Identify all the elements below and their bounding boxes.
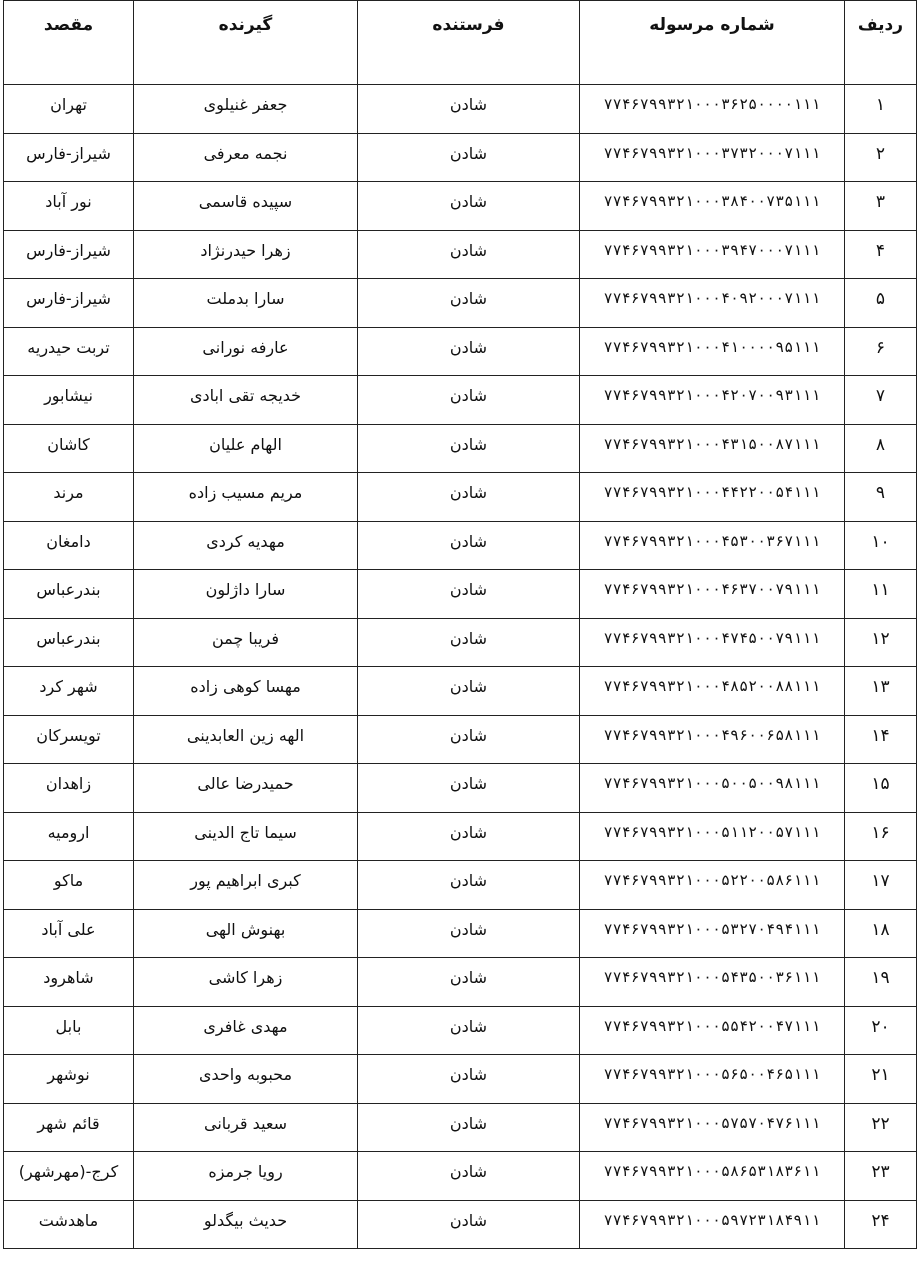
header-sender: فرستنده (358, 1, 580, 85)
sender-cell: شادن (358, 909, 580, 958)
shipment-table-container (3, 0, 916, 1249)
destination-cell: علی آباد (4, 909, 134, 958)
table-row (4, 182, 917, 231)
destination-cell: شاهرود (4, 958, 134, 1007)
destination-cell: بندرعباس (4, 570, 134, 619)
row-number-cell: ۱۱ (845, 570, 917, 619)
row-number-cell: ۱۸ (845, 909, 917, 958)
destination-cell: تویسرکان (4, 715, 134, 764)
destination-cell: شیراز-فارس (4, 133, 134, 182)
table-row (4, 618, 917, 667)
destination-cell: تهران (4, 85, 134, 134)
sender-cell: شادن (358, 376, 580, 425)
recipient-cell: مهدیه کردی (134, 521, 358, 570)
table-row (4, 1200, 917, 1249)
sender-cell: شادن (358, 327, 580, 376)
row-number-cell: ۲۴ (845, 1200, 917, 1249)
header-destination: مقصد (4, 1, 134, 85)
recipient-cell: رویا جرمزه (134, 1152, 358, 1201)
tracking-number-cell: ۷۷۴۶۷۹۹۳۲۱۰۰۰۵۴۳۵۰۰۳۶۱۱۱ (580, 958, 845, 1007)
recipient-cell: الهام علیان (134, 424, 358, 473)
table-row (4, 424, 917, 473)
recipient-cell: بهنوش الهی (134, 909, 358, 958)
recipient-cell: مریم مسیب زاده (134, 473, 358, 522)
destination-cell: قائم شهر (4, 1103, 134, 1152)
destination-cell: کرج-(مهرشهر) (4, 1152, 134, 1201)
row-number-cell: ۲۱ (845, 1055, 917, 1104)
sender-cell: شادن (358, 570, 580, 619)
tracking-number-cell: ۷۷۴۶۷۹۹۳۲۱۰۰۰۳۸۴۰۰۷۳۵۱۱۱ (580, 182, 845, 231)
destination-cell: شهر کرد (4, 667, 134, 716)
table-row (4, 279, 917, 328)
tracking-number-cell: ۷۷۴۶۷۹۹۳۲۱۰۰۰۵۰۰۵۰۰۹۸۱۱۱ (580, 764, 845, 813)
tracking-number-cell: ۷۷۴۶۷۹۹۳۲۱۰۰۰۳۷۳۲۰۰۰۷۱۱۱ (580, 133, 845, 182)
row-number-cell: ۷ (845, 376, 917, 425)
table-row (4, 133, 917, 182)
tracking-number-cell: ۷۷۴۶۷۹۹۳۲۱۰۰۰۵۸۶۵۳۱۸۳۶۱۱ (580, 1152, 845, 1201)
sender-cell: شادن (358, 1055, 580, 1104)
header-tracking-number: شماره مرسوله (580, 1, 845, 85)
row-number-cell: ۴ (845, 230, 917, 279)
header-row-number: ردیف (845, 1, 917, 85)
tracking-number-cell: ۷۷۴۶۷۹۹۳۲۱۰۰۰۵۹۷۲۳۱۸۴۹۱۱ (580, 1200, 845, 1249)
header-recipient: گیرنده (134, 1, 358, 85)
row-number-cell: ۲۳ (845, 1152, 917, 1201)
tracking-number-cell: ۷۷۴۶۷۹۹۳۲۱۰۰۰۴۰۹۲۰۰۰۷۱۱۱ (580, 279, 845, 328)
recipient-cell: عارفه نورانی (134, 327, 358, 376)
destination-cell: دامغان (4, 521, 134, 570)
tracking-number-cell: ۷۷۴۶۷۹۹۳۲۱۰۰۰۵۳۲۷۰۴۹۴۱۱۱ (580, 909, 845, 958)
recipient-cell: سیما تاج الدینی (134, 812, 358, 861)
row-number-cell: ۱۷ (845, 861, 917, 910)
recipient-cell: جعفر غنیلوی (134, 85, 358, 134)
table-row (4, 861, 917, 910)
row-number-cell: ۵ (845, 279, 917, 328)
table-row (4, 473, 917, 522)
sender-cell: شادن (358, 667, 580, 716)
recipient-cell: حدیث بیگدلو (134, 1200, 358, 1249)
sender-cell: شادن (358, 424, 580, 473)
table-row (4, 521, 917, 570)
sender-cell: شادن (358, 230, 580, 279)
sender-cell: شادن (358, 133, 580, 182)
table-row (4, 958, 917, 1007)
table-row (4, 1103, 917, 1152)
sender-cell: شادن (358, 764, 580, 813)
destination-cell: شیراز-فارس (4, 230, 134, 279)
header-row (4, 1, 917, 85)
recipient-cell: مهدی غافری (134, 1006, 358, 1055)
recipient-cell: حمیدرضا عالی (134, 764, 358, 813)
tracking-number-cell: ۷۷۴۶۷۹۹۳۲۱۰۰۰۳۹۴۷۰۰۰۷۱۱۱ (580, 230, 845, 279)
sender-cell: شادن (358, 521, 580, 570)
tracking-number-cell: ۷۷۴۶۷۹۹۳۲۱۰۰۰۴۱۰۰۰۰۹۵۱۱۱ (580, 327, 845, 376)
recipient-cell: زهرا کاشی (134, 958, 358, 1007)
sender-cell: شادن (358, 861, 580, 910)
row-number-cell: ۱۲ (845, 618, 917, 667)
tracking-number-cell: ۷۷۴۶۷۹۹۳۲۱۰۰۰۴۵۳۰۰۳۶۷۱۱۱ (580, 521, 845, 570)
destination-cell: ماهدشت (4, 1200, 134, 1249)
sender-cell: شادن (358, 958, 580, 1007)
sender-cell: شادن (358, 279, 580, 328)
table-row (4, 1006, 917, 1055)
row-number-cell: ۱۰ (845, 521, 917, 570)
destination-cell: بابل (4, 1006, 134, 1055)
tracking-number-cell: ۷۷۴۶۷۹۹۳۲۱۰۰۰۵۲۲۰۰۵۸۶۱۱۱ (580, 861, 845, 910)
recipient-cell: الهه زین العابدینی (134, 715, 358, 764)
table-row (4, 230, 917, 279)
sender-cell: شادن (358, 618, 580, 667)
destination-cell: کاشان (4, 424, 134, 473)
table-row (4, 376, 917, 425)
sender-cell: شادن (358, 1103, 580, 1152)
tracking-number-cell: ۷۷۴۶۷۹۹۳۲۱۰۰۰۴۷۴۵۰۰۷۹۱۱۱ (580, 618, 845, 667)
recipient-cell: نجمه معرفی (134, 133, 358, 182)
destination-cell: ارومیه (4, 812, 134, 861)
table-row (4, 85, 917, 134)
destination-cell: شیراز-فارس (4, 279, 134, 328)
destination-cell: مرند (4, 473, 134, 522)
destination-cell: زاهدان (4, 764, 134, 813)
table-body (4, 85, 917, 1249)
tracking-number-cell: ۷۷۴۶۷۹۹۳۲۱۰۰۰۵۱۱۲۰۰۵۷۱۱۱ (580, 812, 845, 861)
sender-cell: شادن (358, 715, 580, 764)
destination-cell: نوشهر (4, 1055, 134, 1104)
recipient-cell: سعید قربانی (134, 1103, 358, 1152)
row-number-cell: ۶ (845, 327, 917, 376)
tracking-number-cell: ۷۷۴۶۷۹۹۳۲۱۰۰۰۵۵۴۲۰۰۴۷۱۱۱ (580, 1006, 845, 1055)
row-number-cell: ۲۰ (845, 1006, 917, 1055)
tracking-number-cell: ۷۷۴۶۷۹۹۳۲۱۰۰۰۴۴۲۲۰۰۵۴۱۱۱ (580, 473, 845, 522)
row-number-cell: ۱۳ (845, 667, 917, 716)
recipient-cell: سارا بدملت (134, 279, 358, 328)
tracking-number-cell: ۷۷۴۶۷۹۹۳۲۱۰۰۰۵۶۵۰۰۴۶۵۱۱۱ (580, 1055, 845, 1104)
tracking-number-cell: ۷۷۴۶۷۹۹۳۲۱۰۰۰۳۶۲۵۰۰۰۰۱۱۱ (580, 85, 845, 134)
recipient-cell: محبوبه واحدی (134, 1055, 358, 1104)
row-number-cell: ۸ (845, 424, 917, 473)
sender-cell: شادن (358, 812, 580, 861)
tracking-number-cell: ۷۷۴۶۷۹۹۳۲۱۰۰۰۴۸۵۲۰۰۸۸۱۱۱ (580, 667, 845, 716)
recipient-cell: سارا داژلون (134, 570, 358, 619)
destination-cell: ماکو (4, 861, 134, 910)
row-number-cell: ۲ (845, 133, 917, 182)
recipient-cell: مهسا کوهی زاده (134, 667, 358, 716)
recipient-cell: کبری ابراهیم پور (134, 861, 358, 910)
row-number-cell: ۱۶ (845, 812, 917, 861)
row-number-cell: ۳ (845, 182, 917, 231)
row-number-cell: ۱۹ (845, 958, 917, 1007)
destination-cell: بندرعباس (4, 618, 134, 667)
table-row (4, 812, 917, 861)
destination-cell: تربت حیدریه (4, 327, 134, 376)
table-row (4, 327, 917, 376)
table-row (4, 667, 917, 716)
row-number-cell: ۹ (845, 473, 917, 522)
sender-cell: شادن (358, 182, 580, 231)
sender-cell: شادن (358, 473, 580, 522)
tracking-number-cell: ۷۷۴۶۷۹۹۳۲۱۰۰۰۴۳۱۵۰۰۸۷۱۱۱ (580, 424, 845, 473)
table-row (4, 715, 917, 764)
table-row (4, 1055, 917, 1104)
tracking-number-cell: ۷۷۴۶۷۹۹۳۲۱۰۰۰۴۲۰۷۰۰۹۳۱۱۱ (580, 376, 845, 425)
row-number-cell: ۱۵ (845, 764, 917, 813)
sender-cell: شادن (358, 1152, 580, 1201)
table-row (4, 1152, 917, 1201)
row-number-cell: ۱۴ (845, 715, 917, 764)
tracking-number-cell: ۷۷۴۶۷۹۹۳۲۱۰۰۰۵۷۵۷۰۴۷۶۱۱۱ (580, 1103, 845, 1152)
destination-cell: نیشابور (4, 376, 134, 425)
table-row (4, 909, 917, 958)
row-number-cell: ۱ (845, 85, 917, 134)
recipient-cell: فریبا چمن (134, 618, 358, 667)
table-row (4, 570, 917, 619)
tracking-number-cell: ۷۷۴۶۷۹۹۳۲۱۰۰۰۴۹۶۰۰۶۵۸۱۱۱ (580, 715, 845, 764)
sender-cell: شادن (358, 1006, 580, 1055)
table-row (4, 764, 917, 813)
sender-cell: شادن (358, 85, 580, 134)
recipient-cell: سپیده قاسمی (134, 182, 358, 231)
recipient-cell: خدیجه تقی ابادی (134, 376, 358, 425)
shipment-table (3, 0, 917, 1249)
sender-cell: شادن (358, 1200, 580, 1249)
tracking-number-cell: ۷۷۴۶۷۹۹۳۲۱۰۰۰۴۶۳۷۰۰۷۹۱۱۱ (580, 570, 845, 619)
recipient-cell: زهرا حیدرنژاد (134, 230, 358, 279)
destination-cell: نور آباد (4, 182, 134, 231)
row-number-cell: ۲۲ (845, 1103, 917, 1152)
